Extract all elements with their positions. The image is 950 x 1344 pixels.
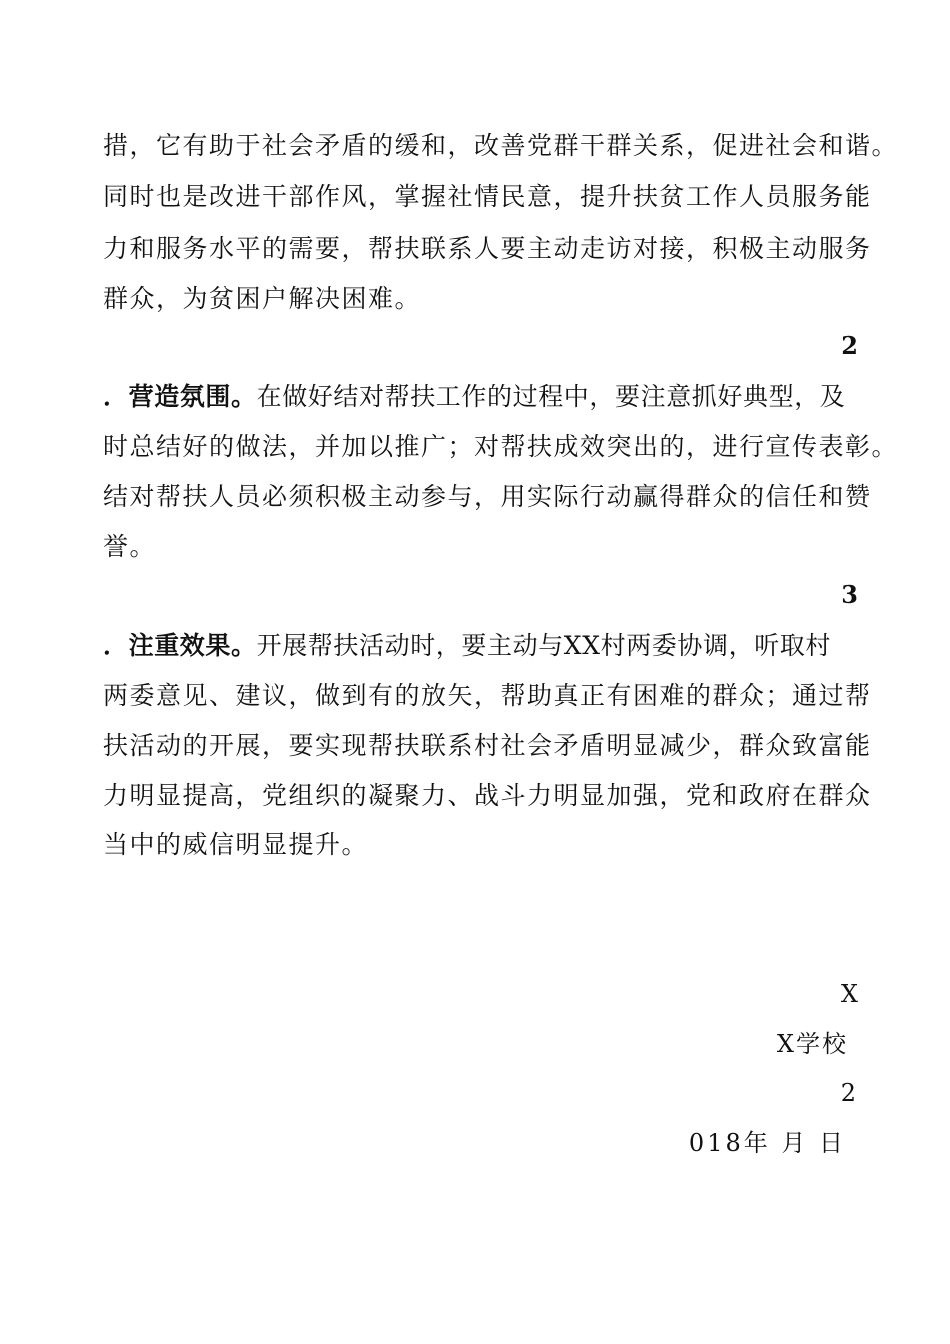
paragraph-line: 誉。: [103, 532, 157, 561]
paragraph-line: 力和服务水平的需要，帮扶联系人要主动走访对接，积极主动服务: [103, 234, 872, 263]
section-3-heading: ．注重效果。: [103, 631, 257, 660]
signature-year-prefix: 2: [840, 1079, 858, 1107]
paragraph-line: 扶活动的开展，要实现帮扶联系村社会矛盾明显减少，群众致富能: [103, 731, 872, 760]
section-2-first-line-text: 在做好结对帮扶工作的过程中，要注意抓好典型，及: [256, 382, 846, 411]
paragraph-line: 同时也是改进干部作风，掌握社情民意，提升扶贫工作人员服务能: [103, 182, 872, 211]
paragraph-line: 力明显提高，党组织的凝聚力、战斗力明显加强，党和政府在群众: [103, 781, 872, 810]
paragraph-line: 两委意见、建议，做到有的放矢，帮助真正有困难的群众；通过帮: [103, 681, 872, 710]
section-2-heading: ．营造氛围。: [103, 382, 257, 411]
section-number-2: 2: [841, 331, 858, 360]
signature-date: 018年 月 日: [688, 1129, 846, 1157]
paragraph-line: 结对帮扶人员必须积极主动参与，用实际行动赢得群众的信任和赞: [103, 482, 872, 511]
section-3-first-line-text: 开展帮扶活动时，要主动与XX村两委协调，听取村: [256, 631, 832, 660]
paragraph-line: 措，它有助于社会矛盾的缓和，改善党群干群关系，促进社会和谐。: [103, 131, 899, 160]
section-number-3: 3: [841, 580, 858, 609]
paragraph-line: 群众，为贫困户解决困难。: [103, 284, 422, 313]
paragraph-line: 当中的威信明显提升。: [103, 830, 369, 859]
paragraph-line: 时总结好的做法，并加以推广；对帮扶成效突出的，进行宣传表彰。: [103, 432, 899, 461]
section-2-first-line: [103, 384, 845, 409]
signature-school: X学校: [776, 1030, 848, 1058]
section-3-first-line: [103, 633, 831, 658]
signature-line-1: X: [840, 980, 860, 1008]
